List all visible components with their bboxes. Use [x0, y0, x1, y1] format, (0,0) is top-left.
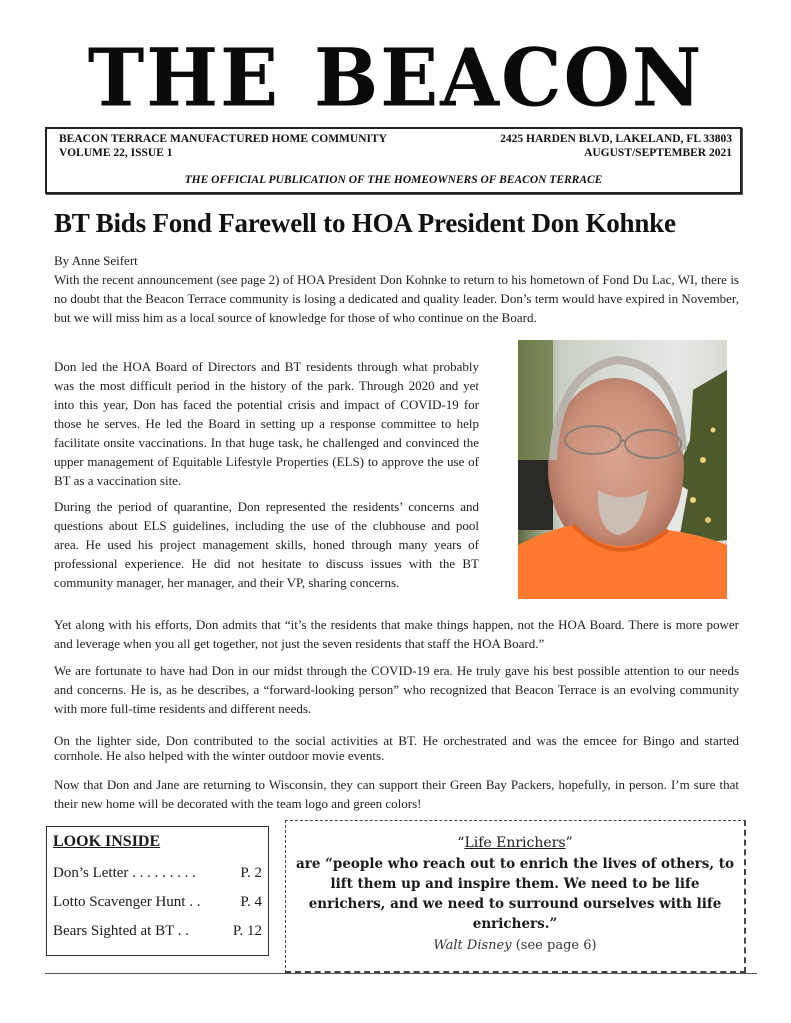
toc-item-page: P. 12 [232, 923, 262, 939]
masthead-word-beacon: BEACON [314, 30, 704, 125]
article-paragraph: Yet along with his efforts, Don admits that “it’s the residents that make things happen, not the HOA Board. There is more power and leverage when you all get together, not just the seven residents that staff the HOA Board.” [54, 617, 739, 651]
quote-attribution [286, 935, 744, 957]
toc-item-label: Lotto Scavenger Hunt . . [53, 894, 201, 910]
article-headline: BT Bids Fond Farewell to HOA President Don Kohnke [54, 208, 676, 238]
portrait-image [518, 340, 727, 599]
toc-item-label: Don’s Letter . . . . . . . . . [53, 865, 196, 881]
article-paragraph: During the period of quarantine, Don represented the residents’ concerns and questions about ELS guidelines, including the use of the clubhouse and pool area. He used his project management skills, honed through many years of professional experience. He did not hesitate to discuss issues with the BT community manager, her manager, and their VP, sharing concerns. [54, 499, 479, 590]
article-paragraph: With the recent announcement (see page 2) of HOA President Don Kohnke to return to his hometown of Fond Du Lac, WI, there is no doubt that the Beacon Terrace community is losing a dedicated and quality leader. Don’s term would have expired in November, but we will miss him as a local source of knowledge for those of who continue on the Board. [54, 272, 739, 325]
toc-item[interactable] [53, 917, 262, 946]
article-paragraph: Don led the HOA Board of Directors and BT residents through what probably was the most difficult period in the history of the park. Through 2020 and yet into this year, Don has faced the potential crisis and impact of COVID-19 for those he serves. He led the Board in setting up a response committee to help facilitate onsite vaccinations. In that huge task, he challenged and convinced the upper management of Equitable Lifestyle Properties (ELS) to approve the use of BT as a vaccination site. [54, 359, 479, 488]
article-paragraph: On the lighter side, Don contributed to the social activities at BT. He orchestrated and was the emcee for Bingo and started cornhole. He also helped with the winter outdoor movie events. [54, 733, 739, 763]
close-quote-mark: ” [565, 835, 573, 851]
toc-item[interactable] [53, 859, 262, 888]
community-name: BEACON TERRACE MANUFACTURED HOME COMMUNITY [59, 133, 387, 145]
open-quote-mark: “ [457, 835, 465, 851]
quote-title [286, 833, 744, 853]
look-inside-title: LOOK INSIDE [53, 833, 161, 850]
portrait-photo [518, 340, 727, 599]
issue-date: AUGUST/SEPTEMBER 2021 [584, 147, 732, 159]
toc-item-label: Bears Sighted at BT . . [53, 923, 189, 939]
info-right [500, 132, 732, 160]
article-paragraph: We are fortunate to have had Don in our midst through the COVID-19 era. He truly gave his best possible attention to our needs and concerns. He is, as he describes, a “forward-looking person” who recognized that Beacon Terrace is an evolving community with more full-time residents and different needs. [54, 663, 739, 716]
masthead-title [0, 30, 791, 125]
quote-box [285, 820, 746, 973]
quote-body: are “people who reach out to enrich the lives of others, to lift them up and inspire them. We need to be life enrichers, and we need to surround ourselves with life enrichers.” [295, 856, 735, 932]
publication-info-box [45, 127, 742, 194]
quote-title-text: Life Enrichers [464, 835, 566, 851]
article-paragraph: Now that Don and Jane are returning to Wisconsin, they can support their Green Bay Packers, hopefully, in person. I’m sure that their new home will be decorated with the team logo and green colors! [54, 777, 739, 811]
quote-reference: (see page 6) [515, 938, 597, 953]
toc-item-page: P. 4 [240, 894, 262, 910]
toc-item-page: P. 2 [240, 865, 262, 881]
volume-issue: VOLUME 22, ISSUE 1 [59, 147, 173, 159]
tagline: THE OFFICIAL PUBLICATION OF THE HOMEOWNERS OF BEACON TERRACE [184, 174, 603, 186]
look-inside-box [46, 826, 269, 956]
toc-item[interactable] [53, 888, 262, 917]
masthead-word-the: THE [87, 30, 280, 125]
address: 2425 HARDEN BLVD, LAKELAND, FL 33803 [500, 133, 732, 145]
quote-author: Walt Disney [433, 938, 512, 953]
byline: By Anne Seifert [54, 253, 138, 268]
bottom-divider [45, 973, 757, 974]
info-left [59, 132, 387, 160]
